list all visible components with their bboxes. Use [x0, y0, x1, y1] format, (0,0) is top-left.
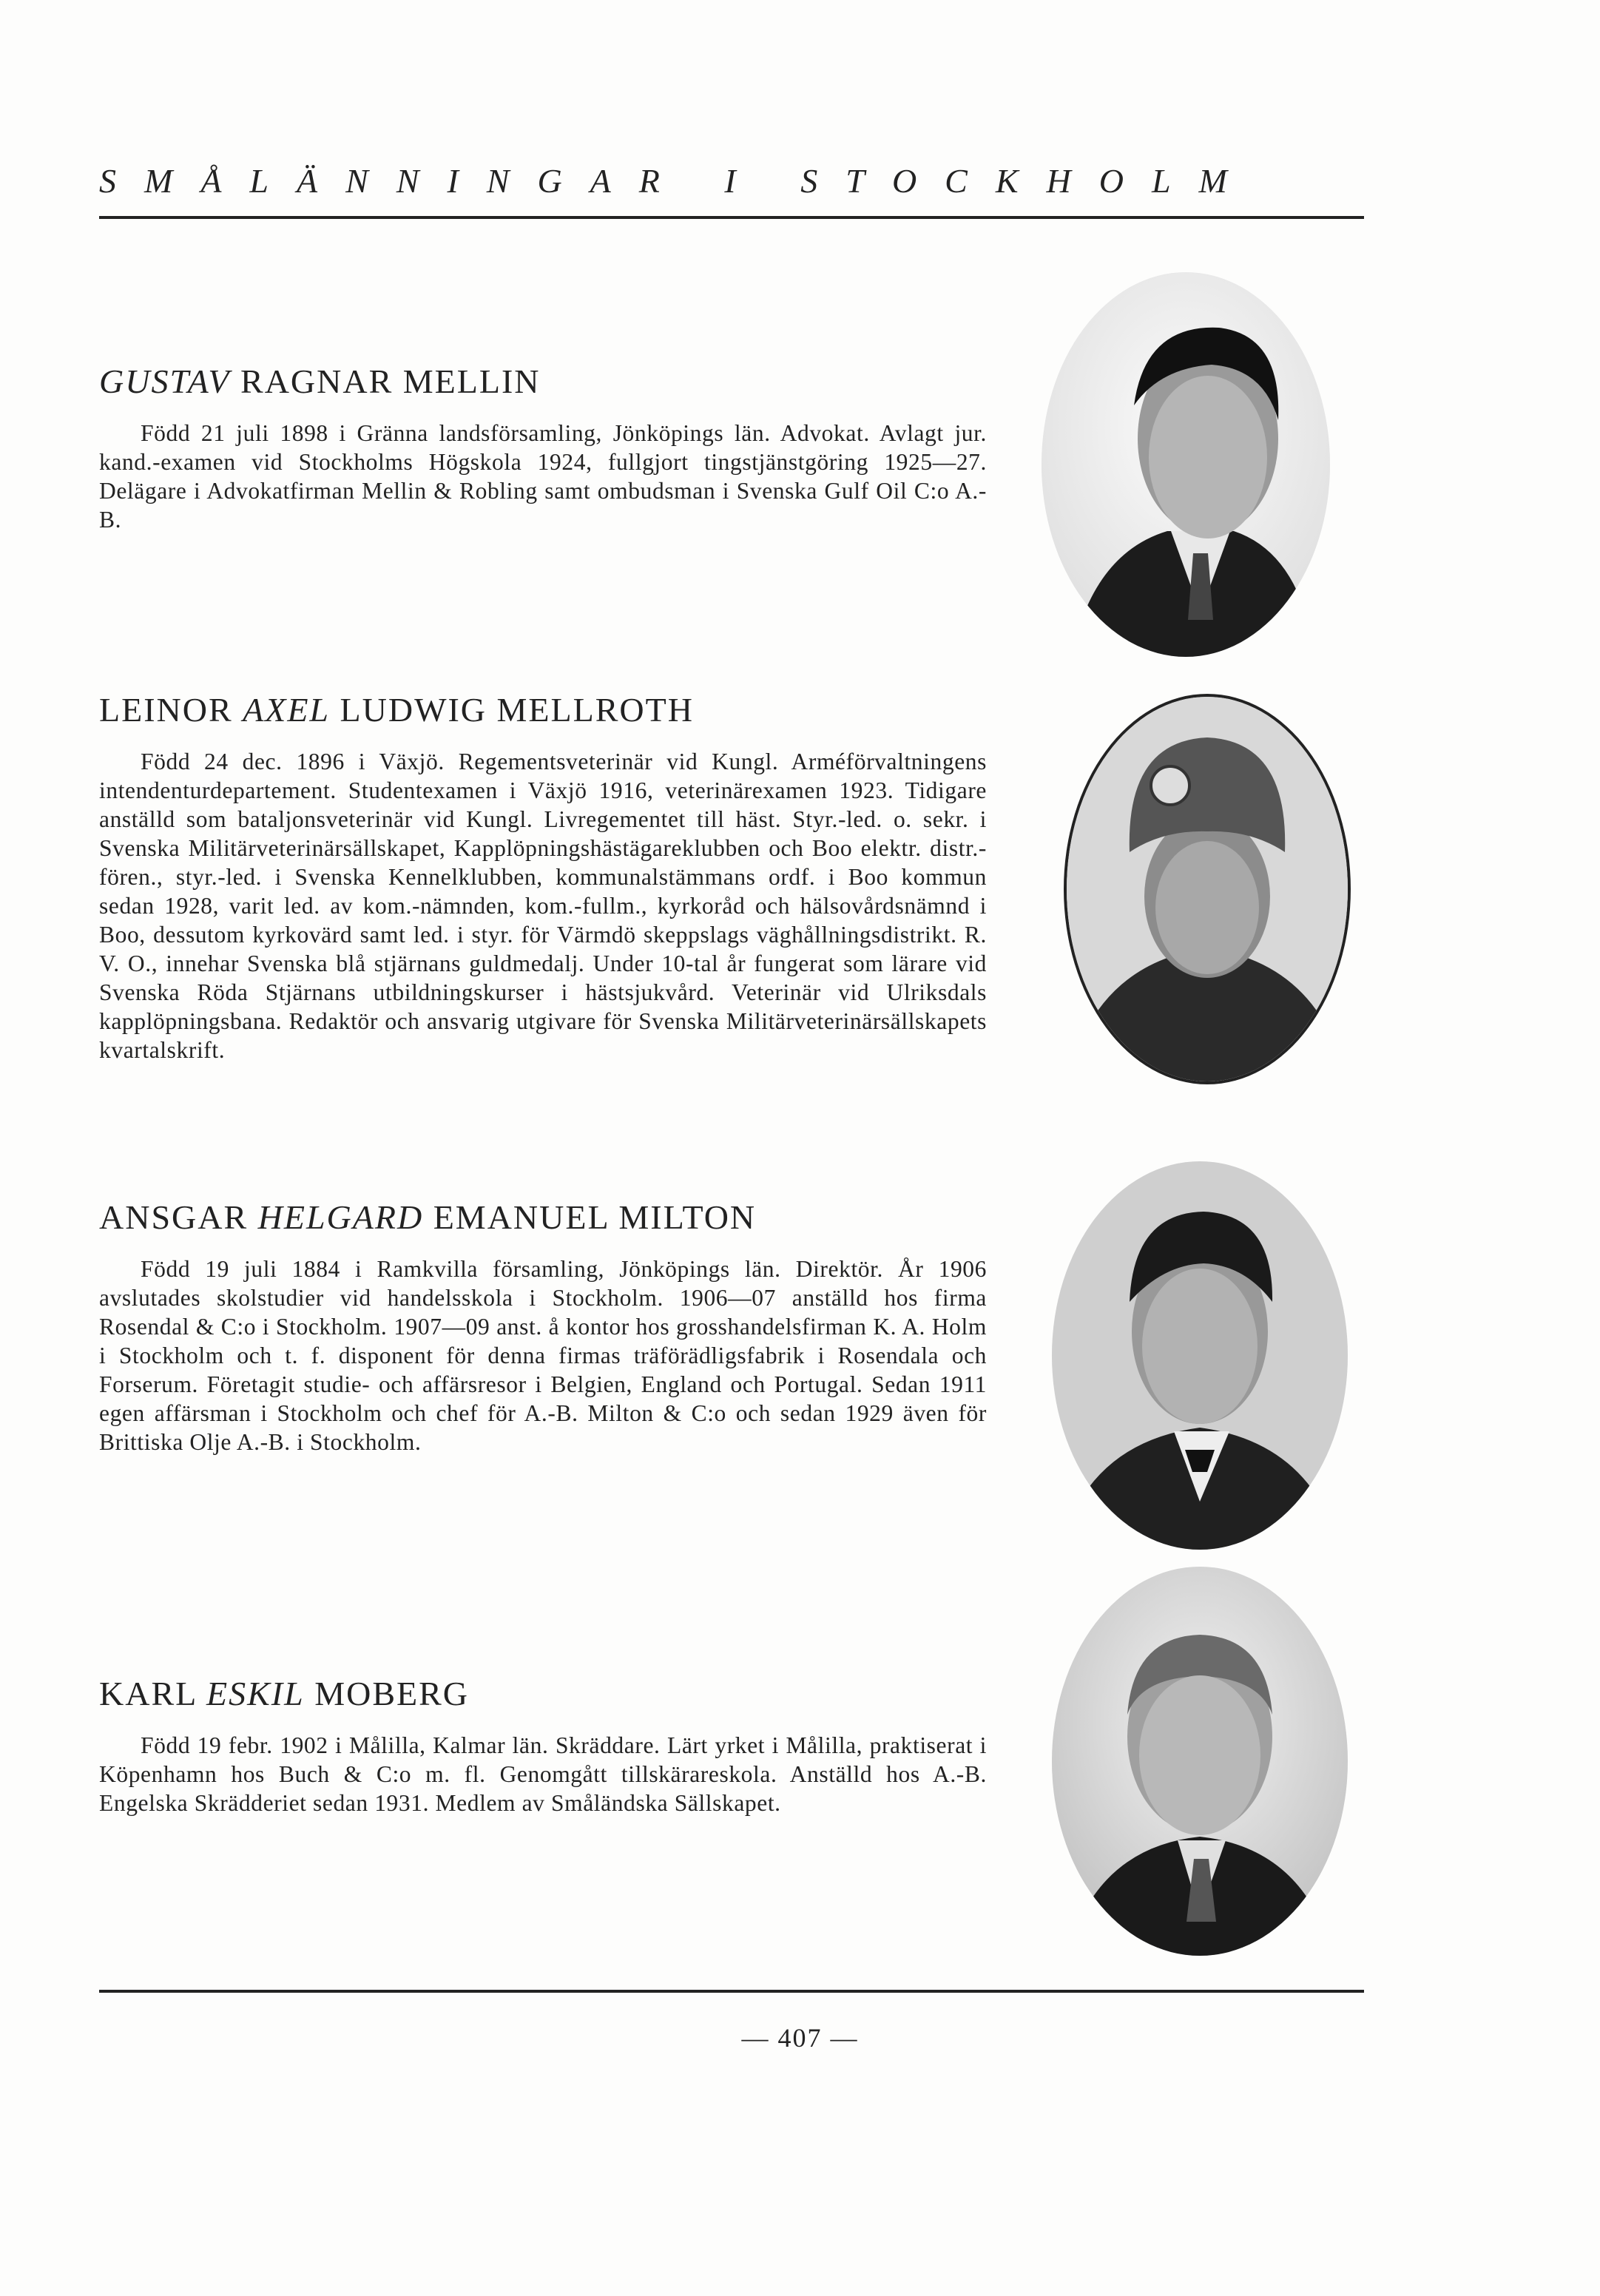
portrait-photo [1064, 694, 1351, 1084]
biography-entry-milton [99, 1197, 987, 1456]
page-number: — 407 — [741, 2023, 859, 2053]
header-rule [99, 216, 1364, 219]
given-name: ESKIL [206, 1675, 305, 1712]
entry-name: ANSGAR HELGARD EMANUEL MILTON [99, 1198, 757, 1236]
running-head: SMÅLÄNNINGAR I STOCKHOLM [99, 162, 1255, 200]
biography-entry-mellroth [99, 689, 987, 1064]
entry-body: Född 24 dec. 1896 i Växjö. Regementsveterinär vid Kungl. Arméförvaltningens intendenturdepartement. Studentexamen i Växjö 1916, veterinärexamen 1923. Tidigare anställd som bataljonsveterinär vid Kungl. Livregementet till häst. Styr.-led. o. sekr. i Svenska Militärveterinärsällskapet, Kapplöpningshästägareklubben och Boo elektr. distr.-fören., styr.-led. i Svenska Kennelklubben, kommunalstämmans ordf. i Boo kommun sedan 1928, varit led. av kom.-nämnden, kom.-fullm., kyrkoråd och hälsovårdsnämnd i Boo, dessutom kyrkovärd samt led. i styr. för Värmdö skeppslags väghållningsdistrikt. R. V. O., innehar Svenska blå stjärnans guldmedalj. Under 10-tal år fungerat som lärare vid Svenska Röda Stjärnans utbildningskurser i hästsjukvård. Veterinär vid Ulriksdals kapplöpningsbana. Redaktör och ansvarig utgivare för Svenska Militärveterinärsällskapets kvartalskrift. [99, 749, 987, 1063]
given-name: HELGARD [257, 1198, 424, 1236]
portrait-photo [1052, 1161, 1348, 1550]
entry-name: LEINOR AXEL LUDWIG MELLROTH [99, 691, 694, 729]
given-name: AXEL [243, 691, 331, 729]
biography-entry-moberg [99, 1673, 987, 1817]
entry-body: Född 19 febr. 1902 i Målilla, Kalmar län. Skräddare. Lärt yrket i Målilla, praktiserat i Köpenhamn hos Buch & C:o m. fl. Genomgått tillskärareskola. Anställd hos A.-B. Engelska Skrädderiet sedan 1931. Medlem av Småländska Sällskapet. [99, 1732, 987, 1816]
portrait-photo [1042, 272, 1330, 657]
footer-rule [99, 1990, 1364, 1993]
given-name: GUSTAV [99, 362, 231, 400]
entry-body: Född 19 juli 1884 i Ramkvilla församling, Jönköpings län. Direktör. År 1906 avslutades skolstudier vid handelsskola i Stockholm. 1906—07 anställd hos firma Rosendal & C:o i Stockholm. 1907—09 anst. å kontor hos grosshandelsfirman K. A. Holm i Stockholm och t. f. disponent för denna firmas träförädligsfabrik i Rosendala och Forserum. Företagit studie- och affärsresor i Belgien, England och Portugal. Sedan 1911 egen affärsman i Stockholm och chef för A.-B. Milton & C:o och sedan 1929 även för Brittiska Olje A.-B. i Stockholm. [99, 1256, 987, 1455]
portrait-photo [1052, 1567, 1348, 1956]
biography-entry-mellin [99, 361, 987, 534]
entry-name: GUSTAV RAGNAR MELLIN [99, 362, 541, 400]
entry-name: KARL ESKIL MOBERG [99, 1675, 470, 1712]
entry-body: Född 21 juli 1898 i Gränna landsförsamling, Jönköpings län. Advokat. Avlagt jur. kand.-examen vid Stockholms Högskola 1924, fullgjort tingstjänstgöring 1925—27. Delägare i Advokatfirman Mellin & Robling samt ombudsman i Svenska Gulf Oil C:o A.-B. [99, 420, 987, 533]
